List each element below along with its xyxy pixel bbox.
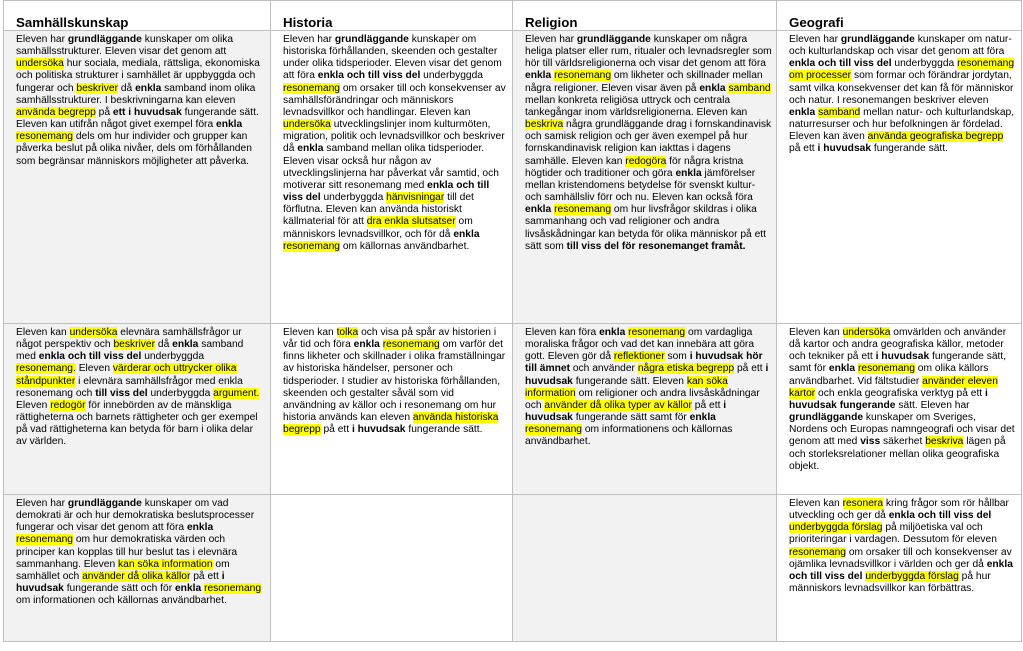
text-run: Eleven kan <box>789 498 843 509</box>
text-run: om orsaker till och konsekvenser av samhällsförändringar och människors levnadsvillkor och handlingar. Eleven kan <box>283 82 506 118</box>
highlighted-phrase: undersöka <box>16 58 64 70</box>
text-run: då <box>118 82 136 94</box>
criteria-cell-samhallskunskap <box>4 324 271 495</box>
text-run: fungerande sätt samt för <box>572 412 690 424</box>
bold-phrase: grundläggande <box>576 34 651 45</box>
highlighted-phrase: beskriver <box>113 339 156 351</box>
bold-phrase: ett i huvudsak <box>112 106 182 118</box>
bold-phrase: i huvudsak <box>351 424 406 436</box>
text-run: kunskaper om Sveriges, Nordens och Europas namngeografi och visar det genom att med <box>789 412 1015 448</box>
text-run: samband inom olika samhällsstrukturer. I beskrivningarna kan eleven <box>16 82 256 106</box>
text-run: om samhället och <box>16 558 230 582</box>
bold-phrase: enkla <box>599 327 626 338</box>
text-run: som <box>664 351 690 363</box>
highlighted-phrase: redogör <box>50 399 86 411</box>
text-run: till det förflutna. Eleven kan använda historiskt källmaterial för att <box>283 192 474 228</box>
text-run: om hur livsfrågor skildras i olika sammanhang och vad religioner och andra livsåskådningar kan betyda för olika människor på ett sätt som <box>525 204 767 252</box>
highlighted-phrase: argument. <box>213 387 260 399</box>
text-run: på <box>95 106 113 118</box>
text-run: och använder <box>570 363 638 375</box>
highlighted-phrase: dra enkla slutsatser <box>366 216 456 228</box>
column-header-religion: Religion <box>513 1 777 31</box>
criteria-cell-historia <box>271 324 513 495</box>
highlighted-phrase: undersöka <box>842 327 891 338</box>
highlighted-phrase: samband <box>728 82 771 94</box>
highlighted-phrase: undersöka <box>283 119 331 131</box>
highlighted-phrase: kan söka information <box>525 375 728 399</box>
bold-phrase: enkla <box>525 70 552 82</box>
highlighted-phrase: använder då olika källor <box>82 570 191 582</box>
bold-phrase: enkla <box>525 204 552 216</box>
text-run: på hur människors levnadsvillkor kan förbättras. <box>789 570 991 595</box>
bold-phrase: i huvudsak <box>16 570 225 595</box>
text-run: då <box>155 339 173 351</box>
text-run: fungerande sätt. Eleven <box>572 375 687 387</box>
text-run: Eleven har <box>525 34 577 45</box>
highlighted-phrase: reflektioner <box>613 351 665 363</box>
text-run: för innebörden av de mänskliga rättigheterna och barnets rättigheter och ger exempel på vad rättigheterna kan betyda för barn i olika delar av världen. <box>16 399 258 448</box>
criteria-cell-historia <box>271 31 513 324</box>
highlighted-phrase: beskriver <box>76 82 118 94</box>
text-run: om hur demokratiska värden och principer kan kopplas till hur beslut tas i elevnära sammanhang. Eleven <box>16 534 238 570</box>
table-row <box>4 495 1022 642</box>
highlighted-phrase: resonemang <box>16 131 73 143</box>
bold-phrase: viss <box>860 436 881 448</box>
bold-phrase: enkla <box>216 119 243 131</box>
bold-phrase: grundläggande <box>840 34 915 45</box>
table-row <box>4 324 1022 495</box>
bold-phrase: enkla <box>172 339 199 351</box>
bold-phrase: enkla <box>675 167 702 179</box>
highlighted-phrase: resonemang <box>283 240 340 252</box>
highlighted-phrase: undersöka <box>69 327 118 338</box>
bold-phrase: i huvudsak <box>817 143 872 155</box>
bold-phrase: enkla och till viss del <box>888 510 992 522</box>
text-run: Eleven <box>16 399 51 411</box>
bold-phrase: enkla och till viss del <box>283 179 490 204</box>
text-run: utvecklingslinjer inom kulturmöten, migration, politik och levnadsvillkor och beskriver då <box>283 119 505 155</box>
header-row <box>4 1 1022 31</box>
highlighted-phrase: resonemang <box>789 546 846 558</box>
text-run: omvärlden och använder då kartor och andra geografiska källor, metoder och tekniker på ett <box>789 327 1007 363</box>
text-run: för några kristna högtider och traditioner och göra <box>525 155 744 179</box>
highlighted-phrase: några etiska begrepp <box>637 363 735 375</box>
highlighted-phrase: underbyggda förslag <box>865 570 959 582</box>
highlighted-phrase: resonemang <box>382 339 440 351</box>
text-run: säkerhet <box>880 436 926 448</box>
text-run: fungerande sätt. <box>405 424 483 436</box>
bold-phrase: i huvudsak <box>875 351 930 363</box>
text-run: dels om hur individer och grupper kan påverka beslut på olika nivåer, dels om förhållanden som begränsar människors möjligheter att påverka. <box>16 131 252 167</box>
bold-phrase: grundläggande <box>334 34 409 45</box>
criteria-table <box>3 0 1022 642</box>
text-run: om människors levnadsvillkor, och för då <box>283 216 473 240</box>
highlighted-phrase: resonemang <box>857 363 915 375</box>
text-run: Eleven kan <box>283 327 337 338</box>
criteria-cell-geografi <box>777 31 1022 324</box>
highlighted-phrase: beskriva <box>925 436 964 448</box>
text-run: om varför det finns likheter och skillnader i olika framställningar av historiska händelser, personer och tidsperioder. I studier av historiska förhållanden, skeenden och gestalter såväl som vid användning av källor och i resonemang om hur historia används kan eleven <box>283 339 506 424</box>
column-header-geografi: Geografi <box>777 1 1022 31</box>
highlighted-phrase: resonemang <box>554 204 612 216</box>
highlighted-phrase: använder då olika typer av källor <box>544 399 692 411</box>
highlighted-phrase: resonemang <box>283 82 340 94</box>
text-run: hur sociala, mediala, rättsliga, ekonomiska och politiska strukturer i samhället är uppbyggda och fungerar och <box>16 58 260 94</box>
text-run: några grundläggande drag i fornskandinavisk och samisk religion och ger även exempel på hur fornskandinavisk religion kan iakttas i dagens samhälle. Eleven kan <box>525 119 772 167</box>
bold-phrase: enkla <box>828 363 856 375</box>
table-row <box>4 31 1022 324</box>
bold-phrase: enkla och till viss del <box>38 351 142 363</box>
text-run: jämförelser mellan kristendomens betydelse för svenskt kultur- och samhällsliv förr och nu. Eleven kan också föra <box>525 167 756 204</box>
criteria-cell-religion <box>513 324 777 495</box>
text-run: om informationens och källornas användbarhet. <box>525 424 733 448</box>
highlighted-phrase: resonemang <box>204 583 262 595</box>
text-run: i elevnära samhällsfrågor med enkla resonemang och <box>16 375 243 399</box>
text-run: och visa på spår av historien i vår tid och föra <box>283 327 497 351</box>
text-run: Eleven har <box>16 498 68 509</box>
text-run: på ett <box>734 363 766 375</box>
text-run: om olika källors användbarhet. Vid fältstudier <box>789 363 989 387</box>
text-run: på ett <box>190 570 222 582</box>
text-run: elevnära samhällsfrågor ur något perspektiv och <box>16 327 242 351</box>
bold-phrase: enkla <box>453 228 480 240</box>
bold-phrase: enkla och till viss del <box>789 558 1013 582</box>
highlighted-phrase: värderar och uttrycker olika ståndpunkter <box>16 363 237 387</box>
text-run: som formar och förändrar jordytan, samt vilka konsekvenser det kan få för människor och natur. I resonemangen beskriver eleven <box>789 70 1014 106</box>
text-run: kring frågor som rör hållbar utveckling och ger då <box>789 498 1009 522</box>
bold-phrase: enkla <box>297 143 324 155</box>
text-run: kunskaper om några heliga platser eller rum, ritualer och levnadsregler som hör till världsreligionerna och visar det genom att föra <box>525 34 772 70</box>
column-header-historia: Historia <box>271 1 513 31</box>
text-run: om likheter och skillnader mellan några religioner. Eleven visar även på <box>525 70 763 94</box>
highlighted-phrase: beskriva <box>525 119 564 131</box>
highlighted-phrase: använda historiska begrepp <box>283 412 499 436</box>
bold-phrase: i huvudsak <box>525 399 727 424</box>
bold-phrase: till viss del <box>95 387 148 399</box>
bold-phrase: enkla <box>689 412 716 424</box>
criteria-cell-geografi <box>777 495 1022 642</box>
highlighted-phrase: använder eleven kartor <box>789 375 998 399</box>
text-run: Eleven kan <box>16 327 70 338</box>
highlighted-phrase: redogöra <box>625 155 667 167</box>
text-run: kunskaper om olika samhällsstrukturer. Eleven visar det genom att <box>16 34 234 58</box>
bold-phrase: i huvudsak hör till ämnet <box>525 351 763 375</box>
text-run: om vardagliga moraliska frågor och vad det kan innebära att göra gott. Eleven gör då <box>525 327 755 363</box>
highlighted-phrase: tolka <box>336 327 359 338</box>
text-run: underbyggda <box>891 58 958 70</box>
bold-phrase: enkla och till viss del <box>789 58 892 70</box>
criteria-cell-geografi <box>777 324 1022 495</box>
text-run: fungerande sätt, samt för <box>789 351 1007 375</box>
criteria-cell-samhallskunskap <box>4 495 271 642</box>
bold-phrase: enkla och till viss del <box>317 70 421 82</box>
criteria-cell-historia <box>271 495 513 642</box>
bold-phrase: i huvudsak <box>525 363 769 387</box>
text-run: sätt. Eleven har <box>895 399 970 411</box>
text-run: på ett <box>691 399 724 411</box>
highlighted-phrase: resonemang <box>525 424 582 436</box>
text-run: fungerande sätt. Eleven kan utifrån något givet exempel föra <box>16 106 259 131</box>
bold-phrase: grundläggande <box>67 498 142 509</box>
text-run: och enkla geografiska verktyg på ett <box>815 387 985 399</box>
highlighted-phrase: resonera <box>842 498 884 509</box>
text-run: Eleven har <box>16 34 68 45</box>
text-run: fungerande sätt och för <box>63 583 175 595</box>
text-run: Eleven kan föra <box>525 327 600 338</box>
highlighted-phrase: resonemang om processer <box>789 58 1015 82</box>
text-run: Eleven har <box>283 34 335 45</box>
text-run: Eleven har <box>789 34 841 45</box>
highlighted-phrase: resonemang. <box>16 363 76 375</box>
bold-phrase: enkla <box>174 583 202 595</box>
text-run: om orsaker till och konsekvenser av ojämlika levnadsvillkor i världen och ger då <box>789 546 1012 570</box>
highlighted-phrase: resonemang <box>554 70 612 82</box>
bold-phrase: grundläggande <box>67 34 142 45</box>
text-run: fungerande sätt. <box>871 143 948 155</box>
highlighted-phrase: resonemang <box>16 534 73 546</box>
text-run: om informationen och källornas användbarhet. <box>16 595 227 607</box>
bold-phrase: i huvudsak fungerande <box>789 387 988 411</box>
bold-phrase: enkla <box>186 522 214 534</box>
text-run: på ett <box>789 143 818 155</box>
bold-phrase: enkla <box>789 106 816 118</box>
highlighted-phrase: använda geografiska begrepp <box>867 131 1004 143</box>
text-run: Eleven <box>75 363 113 375</box>
text-run: underbyggda <box>320 192 387 204</box>
text-run: lägen på och storleksrelationer mellan olika geografiska objekt. <box>789 436 1006 472</box>
text-run: kunskaper om historiska förhållanden, skeenden och gestalter under olika tidsperioder. Eleven visar det genom att föra <box>283 34 502 82</box>
highlighted-phrase: använda begrepp <box>16 106 96 118</box>
bold-phrase: grundläggande <box>789 412 864 424</box>
text-run: kunskaper om vad demokrati är och hur demokratiska beslutsprocesser fungerar och visar det genom att föra <box>16 498 255 534</box>
text-run: om källornas användbarhet. <box>339 240 470 252</box>
criteria-cell-religion <box>513 31 777 324</box>
bold-phrase: enkla <box>353 339 380 351</box>
bold-phrase: enkla <box>699 82 726 94</box>
criteria-cell-samhallskunskap <box>4 31 271 324</box>
highlighted-phrase: hänvisningar <box>386 192 445 204</box>
text-run: Eleven kan <box>789 327 843 338</box>
text-run: om religioner och andra livsåskådningar och <box>525 387 760 411</box>
text-run: underbyggda <box>147 387 214 399</box>
highlighted-phrase: kan söka information <box>118 558 213 570</box>
highlighted-phrase: samband <box>818 106 861 118</box>
bold-phrase: enkla <box>135 82 162 94</box>
text-run: samband med <box>16 339 244 363</box>
text-run: underbyggda <box>141 351 205 363</box>
text-run: på miljöetiska val och prioriteringar i vardagen. Dessutom för eleven <box>789 522 997 546</box>
text-run: på ett <box>320 424 352 436</box>
criteria-cell-religion <box>513 495 777 642</box>
text-run: samband mellan olika tidsperioder. Eleven visar också hur någon av utvecklingslinjerna har påverkat vår samtid, och motiverar sitt resonemang med <box>283 143 499 191</box>
column-header-samhallskunskap: Samhällskunskap <box>4 1 271 31</box>
text-run: underbyggda <box>420 70 484 82</box>
highlighted-phrase: underbyggda förslag <box>789 522 883 534</box>
text-run: mellan natur- och kulturlandskap, naturresurser och hur befolkningen är fördelad. Eleven kan även <box>789 106 1015 143</box>
highlighted-phrase: resonemang <box>628 327 686 338</box>
bold-phrase: till viss del för resonemanget framåt. <box>566 240 746 252</box>
text-run: mellan konkreta religiösa uttryck och centrala tankegångar inom världsreligionerna. Eleven kan <box>525 94 748 118</box>
text-run: kunskaper om natur- och kulturlandskap och visar det genom att föra <box>789 34 1012 58</box>
